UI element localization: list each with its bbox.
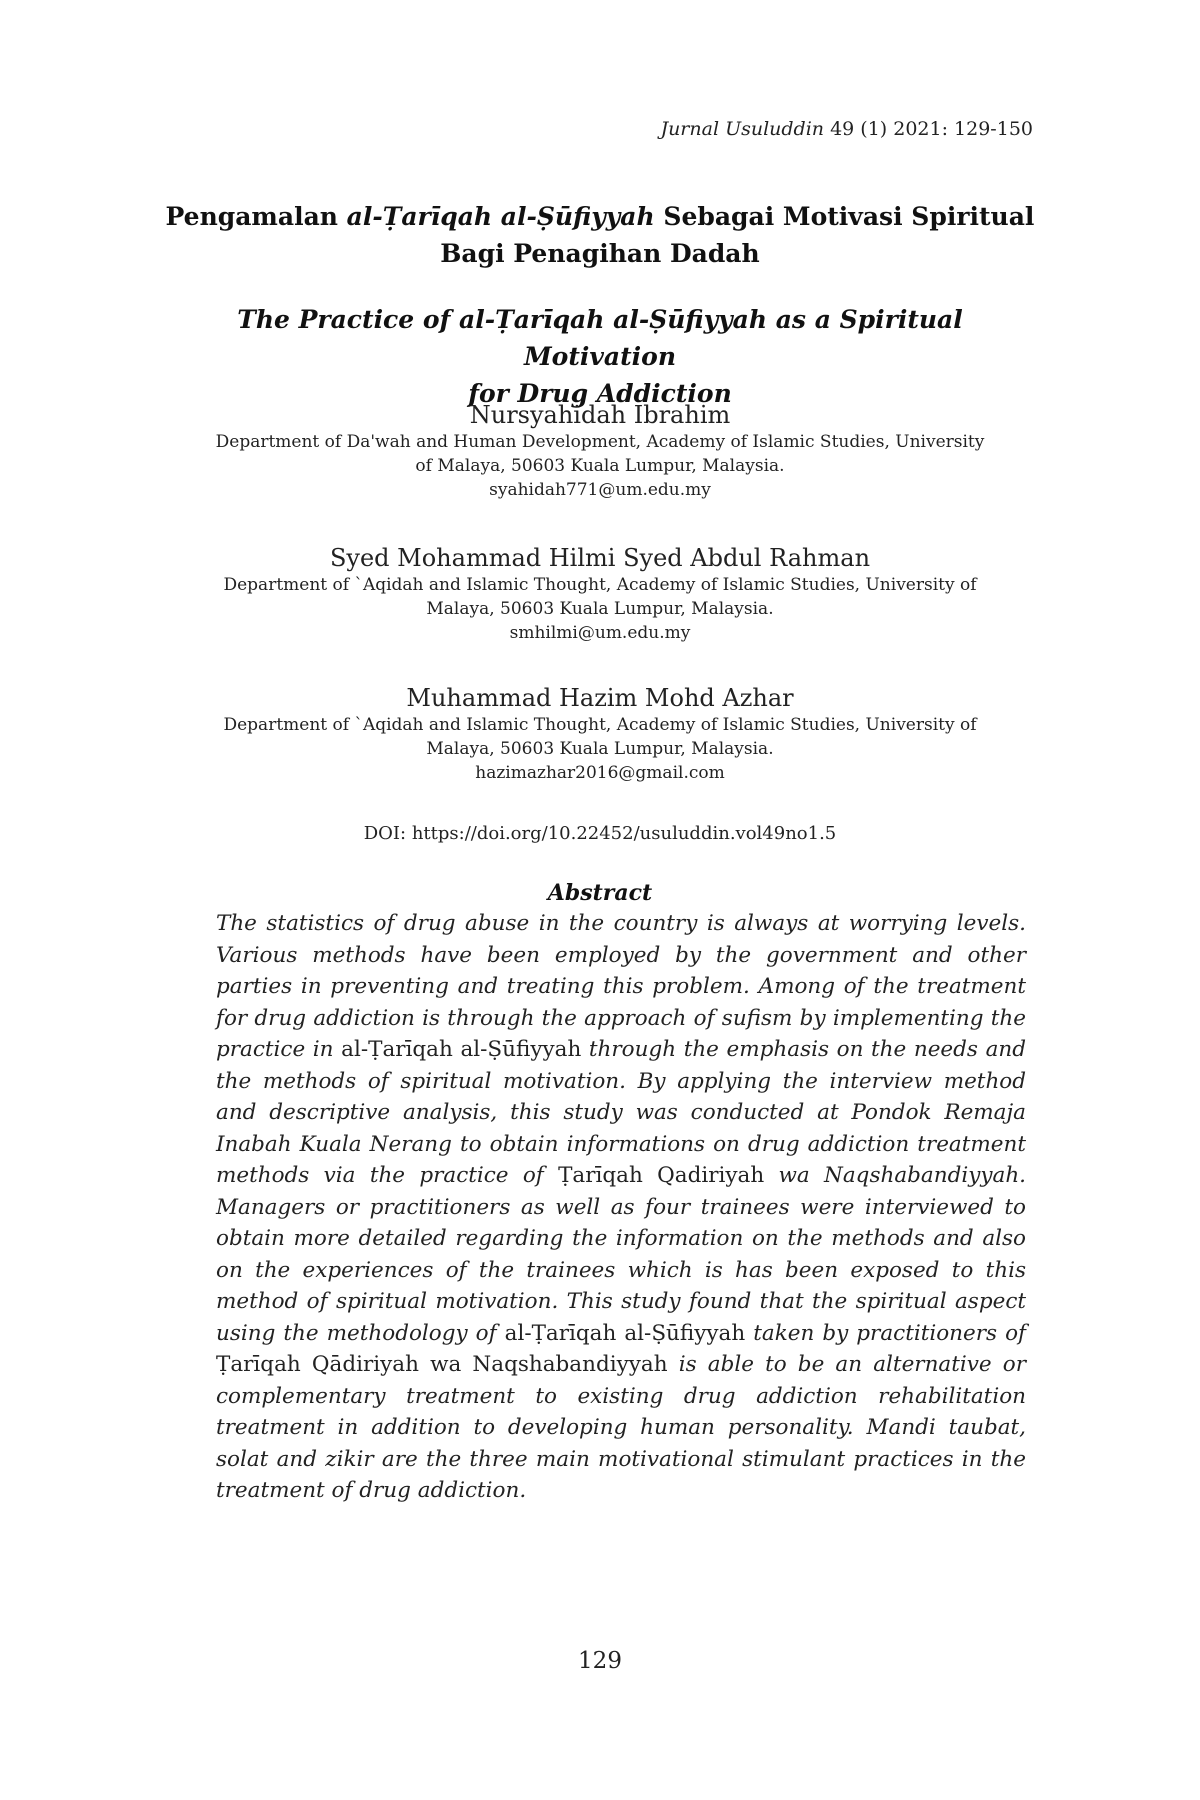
author-email[interactable]: syahidah771@um.edu.my (489, 480, 711, 500)
author-affiliation: Department of `Aqidah and Islamic Thought, Academy of Islamic Studies, University of (223, 575, 977, 595)
abstract-term: al-Ṭarīqah al-Ṣūfiyyah (504, 1320, 746, 1346)
abstract-term: al-Ṭarīqah al-Ṣūfiyyah (341, 1037, 582, 1062)
author-block (160, 683, 1040, 785)
author-email[interactable]: hazimazhar2016@gmail.com (475, 763, 725, 783)
abstract-text: through the emphasis on the needs and the methods of spiritual motivation. By applying the interview method and descriptive analysis, this study was conducted at Pondok Remaja Inabah Kuala Nerang to obtain informations on drug addiction treatment methods via the practice of (216, 1037, 1026, 1188)
journal-issue: 49 (1) 2021: 129-150 (830, 118, 1033, 140)
abstract-text: taken by practitioners of (745, 1320, 1026, 1346)
title-english-line2: for Drug Addiction (468, 379, 732, 408)
journal-citation (660, 118, 1033, 140)
author-affiliation: Department of `Aqidah and Islamic Thought, Academy of Islamic Studies, University of (223, 715, 977, 735)
author-block (160, 543, 1040, 645)
abstract-heading: Abstract (547, 880, 653, 906)
title-malay-line2: Bagi Penagihan Dadah (440, 239, 760, 268)
abstract-body (216, 908, 1026, 1507)
page-number: 129 (578, 1648, 622, 1674)
author-affiliation: Malaya, 50603 Kuala Lumpur, Malaysia. (426, 599, 774, 619)
abstract-text: is able to be an alternative or complementary treatment to existing drug addiction rehabilitation treatment in addition to developing human personality. Mandi taubat, solat and zikir are the three main motivational stimulant practices in the treatment of drug addiction. (216, 1352, 1026, 1503)
abstract-text: The statistics of drug abuse in the country is always at worrying levels. Various methods have been employed by the government and other parties in preventing and treating this problem. Among of the treatment for drug addiction is through the approach of sufism by implementing the practice in (216, 911, 1026, 1062)
journal-name: Jurnal Usuluddin (660, 118, 825, 140)
abstract-term: Ṭarīqah Qādiriyah wa Naqshabandiyyah (216, 1352, 668, 1377)
abstract-term: Ṭarīqah Qadiriyah (558, 1163, 765, 1188)
author-affiliation: of Malaya, 50603 Kuala Lumpur, Malaysia. (415, 456, 785, 476)
title-english-line1: The Practice of al-Ṭarīqah al-Ṣūfiyyah as a Spiritual Motivation (237, 305, 963, 371)
author-name: Nursyahidah Ibrahim (469, 401, 731, 429)
author-name: Muhammad Hazim Mohd Azhar (406, 684, 794, 712)
title-malay-part2: Sebagai Motivasi Spiritual (654, 202, 1035, 231)
doi-link[interactable]: DOI: https://doi.org/10.22452/usuluddin.vol49no1.5 (363, 823, 837, 844)
title-english (160, 301, 1040, 412)
title-malay (160, 198, 1040, 272)
author-affiliation: Malaya, 50603 Kuala Lumpur, Malaysia. (426, 739, 774, 759)
author-block (160, 400, 1040, 502)
title-malay-term: al-Ṭarīqah al-Ṣūfiyyah (346, 202, 655, 231)
author-name: Syed Mohammad Hilmi Syed Abdul Rahman (329, 544, 871, 572)
author-email[interactable]: smhilmi@um.edu.my (509, 623, 691, 643)
author-affiliation: Department of Da'wah and Human Development, Academy of Islamic Studies, University (215, 432, 985, 452)
title-malay-part1: Pengamalan (165, 202, 347, 231)
abstract-text: wa Naqshabandiyyah. Managers or practitioners as well as four trainees were interviewed to obtain more detailed regarding the information on the methods and also on the experiences of the trainees which is has been exposed to this method of spiritual motivation. This study found that the spiritual aspect using the methodology of (216, 1163, 1026, 1346)
